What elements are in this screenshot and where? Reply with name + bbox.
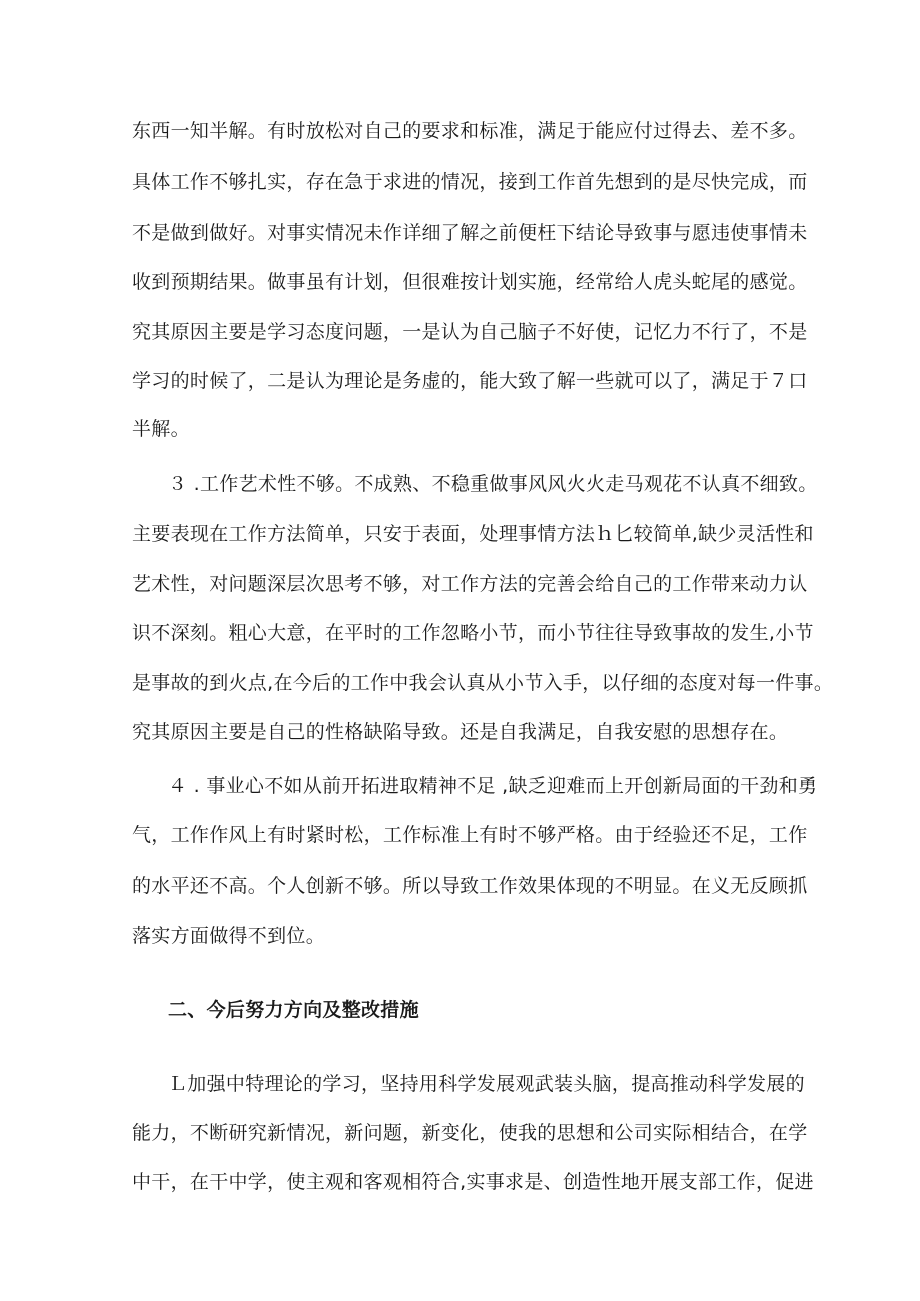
section-heading: 二、今后努力方向及整改措施 <box>168 999 419 1021</box>
body-text-line: 收到预期结果。做事虽有计划，但很难按计划实施，经常给人虎头蛇尾的感觉。 <box>132 271 808 293</box>
paragraph-L-first-line: Ｌ加强中特理论的学习，坚持用科学发展观武装头脑，提高推动科学发展的 <box>168 1073 805 1095</box>
body-text-line: 能力，不断研究新情况，新问题，新变化，使我的思想和公司实际相结合，在学 <box>132 1122 808 1144</box>
body-text-line: 落实方面做得不到位。 <box>132 925 326 947</box>
body-text-line: 是事故的到火点,在今后的工作中我会认真从小节入手，以仔细的态度对每一件事。 <box>132 672 834 694</box>
body-text-line: 具体工作不够扎实，存在急于求进的情况，接到工作首先想到的是尽快完成，而 <box>132 171 808 193</box>
body-text-line: 主要表现在工作方法简单，只安于表面，处理事情方法ｈ匕较简单,缺少灵活性和 <box>132 523 814 545</box>
body-text-line: 的水平还不高。个人创新不够。所以导致工作效果体现的不明显。在义无反顾抓 <box>132 875 808 897</box>
paragraph-4-first-line: ４ . 事业心不如从前开拓进取精神不足 ,缺乏迎难而上开创新局面的干劲和勇 <box>168 775 818 797</box>
body-text-line: 半解。 <box>132 418 190 440</box>
body-text-line: 东西一知半解。有时放松对自己的要求和标准，满足于能应付过得去、差不多。 <box>132 120 808 142</box>
body-text-line: 究其原因主要是学习态度问题，一是认为自己脑子不好使，记忆力不行了，不是 <box>132 321 808 343</box>
body-text-line: 艺术性，对问题深层次思考不够，对工作方法的完善会给自己的工作带来动力认 <box>132 573 808 595</box>
body-text-line: 中干，在干中学，使主观和客观相符合,实事求是、创造性地开展支部工作，促进 <box>132 1171 814 1193</box>
body-text-line: 学习的时候了，二是认为理论是务虚的，能大致了解一些就可以了，满足于７口 <box>132 370 808 392</box>
body-text-line: 究其原因主要是自己的性格缺陷导致。还是自我满足，自我安慰的思想存在。 <box>132 721 789 743</box>
paragraph-3-first-line: ３ .工作艺术性不够。不成熟、不稳重做事风风火火走马观花不认真不细致。 <box>168 473 818 495</box>
body-text-line: 气，工作作风上有时紧时松，工作标准上有时不够严格。由于经验还不足，工作 <box>132 824 808 846</box>
body-text-line: 不是做到做好。对事实情况未作详细了解之前便枉下结论导致事与愿违使事情未 <box>132 222 808 244</box>
body-text-line: 识不深刻。粗心大意，在平时的工作忽略小节，而小节往往导致事故的发生,小节 <box>132 622 814 644</box>
